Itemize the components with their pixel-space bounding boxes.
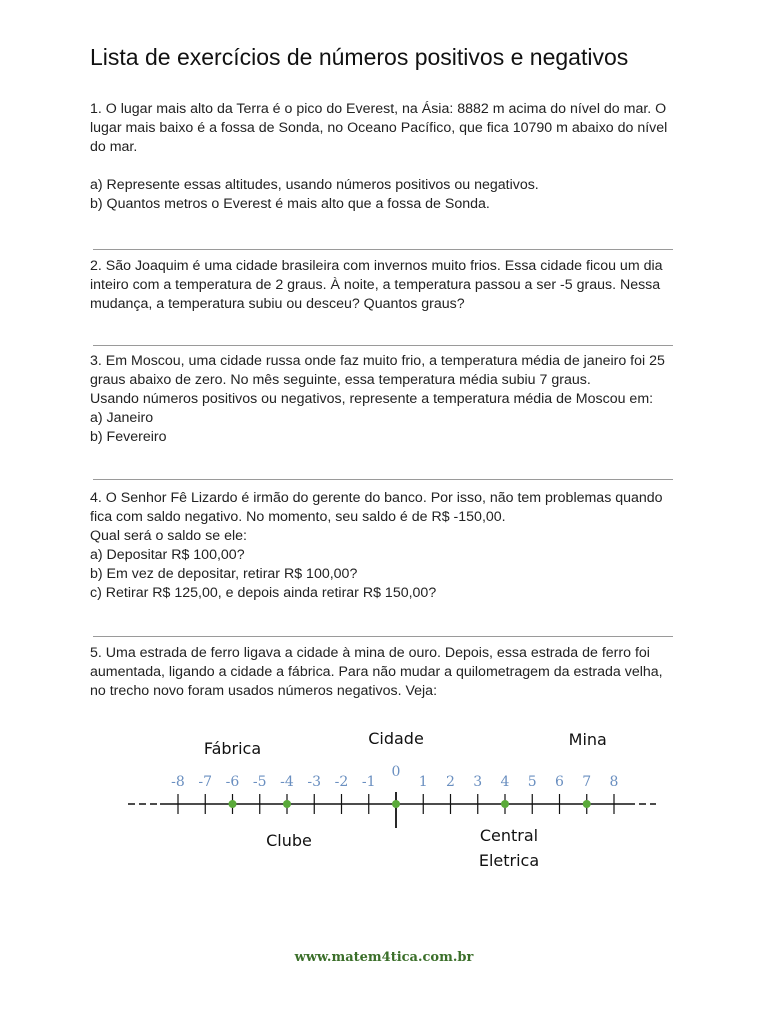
place-label: Clube	[266, 831, 312, 850]
question-1	[90, 100, 667, 214]
page-title: Lista de exercícios de números positivos e negativos	[90, 44, 629, 70]
question-4-item-c: c) Retirar R$ 125,00, e depois ainda retirar R$ 150,00?	[90, 585, 437, 601]
location-point	[283, 800, 291, 808]
question-3-line: Usando números positivos ou negativos, represente a temperatura média de Moscou em:	[90, 391, 654, 407]
question-1-item-b: b) Quantos metros o Everest é mais alto que a fossa de Sonda.	[90, 196, 490, 212]
question-3	[90, 352, 665, 447]
place-label: Cidade	[368, 729, 424, 748]
question-3-item-a: a) Janeiro	[90, 410, 154, 426]
question-3-item-b: b) Fevereiro	[90, 429, 167, 445]
question-4-item-a: a) Depositar R$ 100,00?	[90, 547, 245, 563]
question-1-line: do mar.	[90, 139, 138, 155]
tick-label: 2	[446, 774, 455, 790]
question-3-line: graus abaixo de zero. No mês seguinte, essa temperatura média subiu 7 graus.	[90, 372, 591, 388]
location-point	[501, 800, 509, 808]
question-2	[90, 257, 663, 314]
question-1-item-a: a) Represente essas altitudes, usando números positivos ou negativos.	[90, 177, 539, 193]
tick-label: 8	[609, 774, 619, 790]
question-4	[90, 489, 663, 603]
place-label: Fábrica	[203, 739, 262, 758]
tick-label: 1	[418, 774, 428, 790]
divider	[93, 636, 673, 637]
question-3-line: 3. Em Moscou, uma cidade russa onde faz muito frio, a temperatura média de janeiro foi 25	[90, 353, 665, 369]
question-5-line: 5. Uma estrada de ferro ligava a cidade à mina de ouro. Depois, essa estrada de ferro foi	[90, 645, 650, 661]
question-2-line: inteiro com a temperatura de 2 graus. À noite, a temperatura passou a ser -5 graus. Nessa	[90, 277, 661, 293]
tick-label: -5	[252, 774, 267, 790]
tick-label: -3	[307, 774, 322, 790]
location-point	[229, 800, 237, 808]
question-4-line: fica com saldo negativo. No momento, seu saldo é de R$ -150,00.	[90, 509, 506, 525]
question-2-line: 2. São Joaquim é uma cidade brasileira com invernos muito frios. Essa cidade ficou um dia	[90, 258, 663, 274]
number-line-diagram	[0, 720, 768, 880]
question-4-line: Qual será o saldo se ele:	[90, 528, 247, 544]
footer-website: www.matem4tica.com.br	[294, 950, 474, 965]
tick-label: -2	[334, 774, 349, 790]
question-4-item-b: b) Em vez de depositar, retirar R$ 100,00?	[90, 566, 358, 582]
question-5	[90, 644, 663, 701]
tick-label: -4	[280, 774, 294, 790]
tick-label: 3	[473, 774, 483, 790]
tick-label: -1	[361, 774, 376, 790]
tick-label: 6	[555, 774, 564, 790]
question-1-line: lugar mais baixo é a fossa de Sonda, no Oceano Pacífico, que fica 10790 m abaixo do nível	[90, 120, 668, 136]
tick-label: 0	[391, 764, 401, 780]
tick-label: -8	[171, 774, 185, 790]
tick-label: 4	[500, 774, 510, 790]
tick-label: -7	[198, 774, 213, 790]
location-point	[583, 800, 591, 808]
question-5-line: aumentada, ligando a cidade a fábrica. Para não mudar a quilometragem da estrada velha,	[90, 664, 663, 680]
divider	[93, 345, 673, 346]
question-4-line: 4. O Senhor Fê Lizardo é irmão do gerente do banco. Por isso, não tem problemas quando	[90, 490, 663, 506]
question-5-line: no trecho novo foram usados números negativos. Veja:	[90, 683, 438, 699]
divider	[93, 479, 673, 480]
place-label: Mina	[568, 730, 607, 749]
tick-label: 7	[582, 774, 592, 790]
place-label: Central	[479, 826, 539, 845]
question-2-line: mudança, a temperatura subiu ou desceu? Quantos graus?	[90, 296, 465, 312]
location-point	[392, 800, 400, 808]
divider	[93, 249, 673, 250]
place-label: Eletrica	[478, 851, 540, 870]
question-1-line: 1. O lugar mais alto da Terra é o pico do Everest, na Ásia: 8882 m acima do nível do mar. O	[90, 101, 667, 117]
tick-label: 5	[527, 774, 537, 790]
tick-label: -6	[225, 774, 240, 790]
